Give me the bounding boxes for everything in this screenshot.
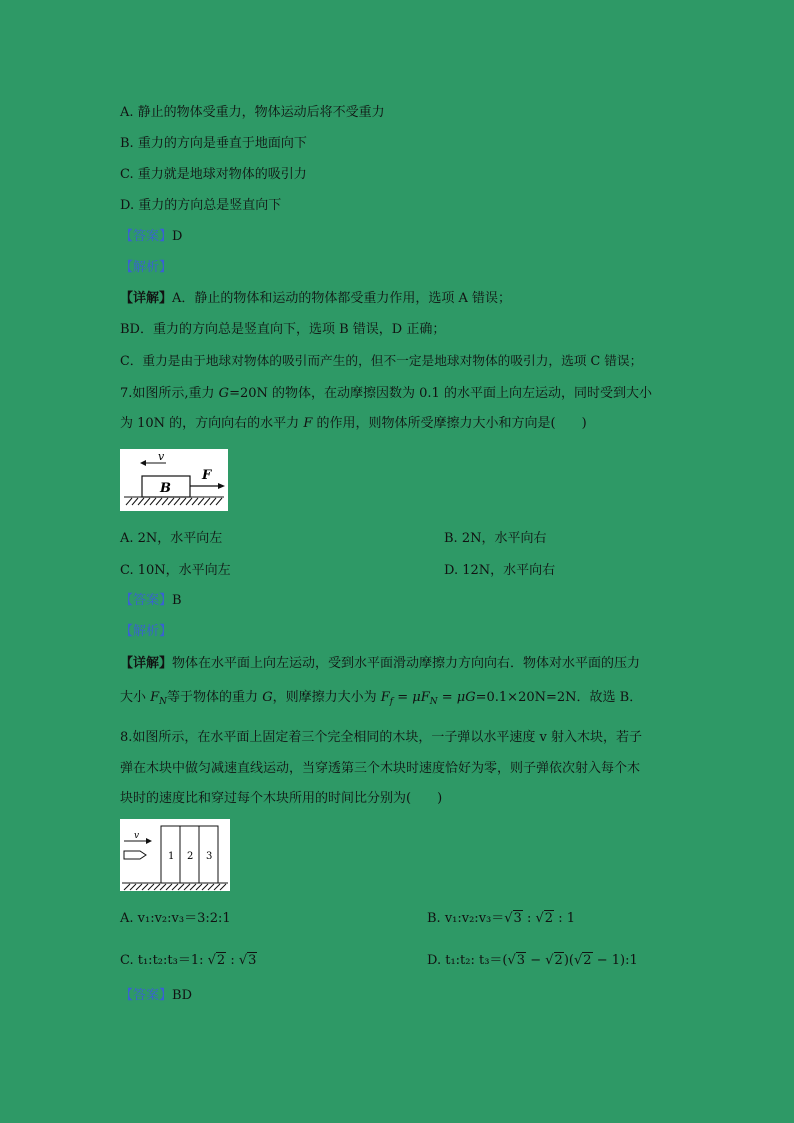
q6-detail-1 [120,291,511,307]
stem-text: 的作用，则物体所受摩擦力大小和方向是( ) [312,416,587,431]
q6-answer [120,229,182,245]
var-fn-sub: N [159,697,168,707]
radicand: 2 [216,953,226,968]
answer-value: D [172,229,183,244]
sqrt-3: √3 [507,953,526,968]
answer-tag: 【答案】 [120,229,173,244]
sqrt-2: √2 [207,953,226,968]
ground-hatch [122,883,228,890]
answer-value: B [172,593,182,608]
q8-option-c: C. t₁:t₂:t₃＝1: √2 : √3 [120,953,257,968]
answer-tag: 【答案】 [120,593,173,608]
q6-detail-3: C．重力是由于地球对物体的吸引而产生的，但不一定是地球对物体的吸引力，选项 C 错误； [120,353,643,368]
q7-answer [120,593,182,609]
radicand: 2 [583,953,592,968]
option-text: − [526,953,546,968]
block-2-label: 2 [187,851,194,862]
q8-option-a: A. v₁:v₂:v₃＝3:2:1 [120,911,231,926]
q7-detail-2 [120,690,642,710]
formula-ff-sub: f [389,697,394,707]
q6-option-d: D. 重力的方向总是竖直向下 [120,198,282,213]
q6-option-a: A. 静止的物体受重力，物体运动后将不受重力 [120,105,385,120]
block-b-label: B [160,481,171,496]
answer-value: BD [172,988,192,1003]
block-1-label: 1 [168,851,175,862]
q6-option-b: B. 重力的方向是垂直于地面向下 [120,136,307,151]
q7-stem-1 [120,386,652,402]
detail-text: 等于物体的重力 [167,690,263,705]
radicand: 2 [544,911,554,926]
ground-hatch [124,497,224,505]
q7-option-c: C. 10N，水平向左 [120,563,231,578]
radicand: 3 [516,953,526,968]
q7-figure-svg [120,449,228,511]
q7-option-b: B. 2N，水平向右 [444,531,547,546]
q6-analysis-tag: 【解析】 [120,260,173,275]
radicand: 3 [513,911,522,926]
velocity-label: v [134,831,140,841]
sqrt-2: √2 [573,953,592,968]
detail-text: ，则摩擦力大小为 [272,690,381,705]
var-g: G [262,690,273,705]
stem-text: 7.如图所示,重力 [120,386,219,401]
stem-text: 为 10N 的，方向向右的水平力 [120,416,304,431]
sqrt-2: √2 [535,911,554,926]
force-label: F [202,468,212,483]
q8-figure-svg [120,819,230,891]
q7-analysis-tag: 【解析】 [120,624,173,639]
q7-option-a: A. 2N，水平向左 [120,531,223,546]
option-text: B. v₁:v₂:v₃＝ [427,911,505,926]
q6-option-c: C. 重力就是地球对物体的吸引力 [120,167,307,182]
q8-answer [120,988,192,1004]
formula-mu-g: = μG [437,690,476,705]
formula-mu-fn-sub: N [429,697,438,707]
option-text: D. t₁:t₂: t₃＝( [427,953,508,968]
detail-text: A．静止的物体和运动的物体都受重力作用，选项 A 错误； [172,291,512,306]
q8-stem-3: 块时的速度比和穿过每个木块所用的时间比分别为( ) [120,791,443,806]
sqrt-3: √3 [238,953,257,968]
velocity-arrowhead [140,460,146,466]
stem-var-f: F [303,416,313,431]
sqrt-3: √3 [504,911,522,926]
bullet [124,851,146,859]
q8-stem-1: 8.如图所示，在水平面上固定着三个完全相同的木块，一子弹以水平速度 v 射入木块，若子 [120,730,643,745]
q7-option-d: D. 12N，水平向右 [444,563,556,578]
answer-tag: 【答案】 [120,988,173,1003]
var-fn: F [150,690,160,705]
radicand: 2 [554,953,563,968]
formula-ff: F [380,690,390,705]
detail-tag: 【详解】 [120,656,173,671]
detail-tag: 【详解】 [120,291,173,306]
q6-detail-2: BD．重力的方向总是竖直向下，选项 B 错误，D 正确； [120,322,446,337]
q7-stem-2 [120,416,587,432]
option-text: : 1 [554,911,575,926]
detail-text: =0.1×20N=2N．故选 B． [475,690,643,705]
force-arrowhead [218,483,225,489]
option-text: )( [563,953,574,968]
q8-stem-2: 弹在木块中做匀减速直线运动，当穿透第三个木块时速度恰好为零，则子弹依次射入每个木 [120,761,641,776]
q8-option-d [427,953,638,969]
q8-figure [120,819,230,891]
stem-var-g: G [218,386,230,401]
q7-detail-1 [120,656,640,672]
detail-text: 大小 [120,690,151,705]
option-text: − 1):1 [592,953,638,968]
detail-text: 物体在水平面上向左运动，受到水平面滑动摩擦力方向向右．物体对水平面的压力 [172,656,641,671]
velocity-label: v [158,450,165,463]
q7-figure [120,449,228,511]
formula-mu-fn: = μF [393,690,430,705]
option-text: C. t₁:t₂:t₃＝1: [120,953,208,968]
q8-option-b: B. v₁:v₂:v₃＝√3 : √2 : 1 [427,911,575,926]
velocity-arrowhead [146,838,152,844]
sqrt-2: √2 [545,953,563,968]
radicand: 3 [248,953,257,968]
stem-text: =20N 的物体，在动摩擦因数为 0.1 的水平面上向左运动，同时受到大小 [229,386,652,401]
block-3-label: 3 [206,851,213,862]
